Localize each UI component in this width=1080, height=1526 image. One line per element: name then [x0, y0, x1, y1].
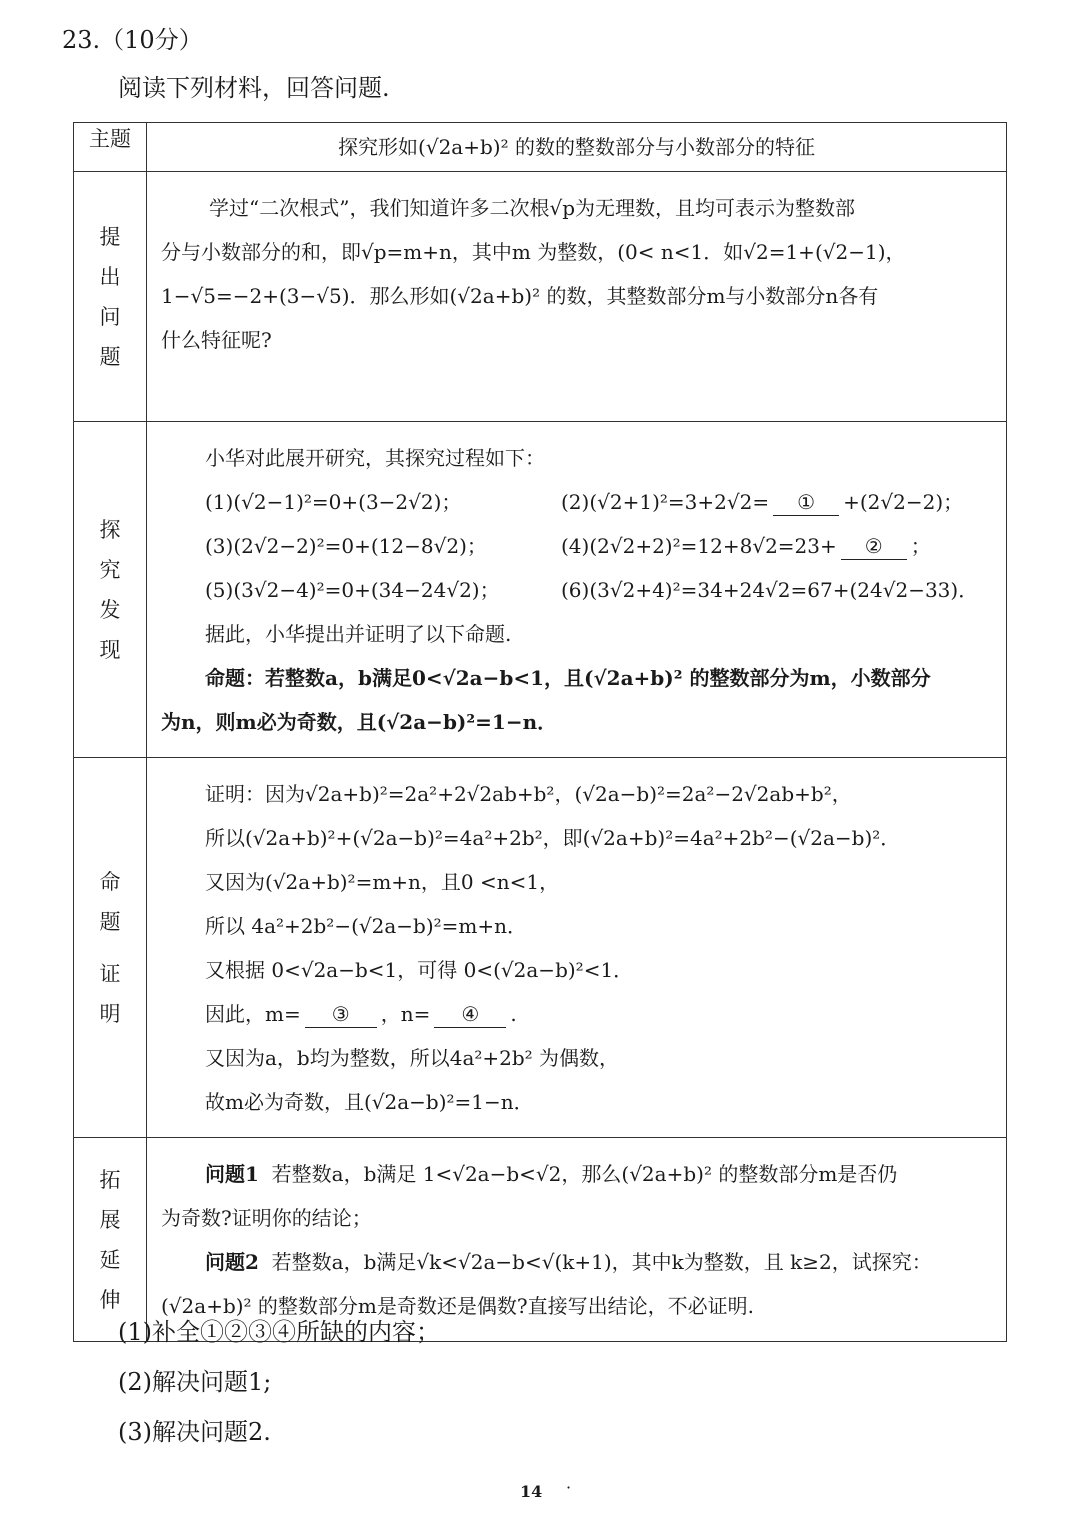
topic-label: 主题 [74, 123, 147, 172]
blank-2: ② [841, 533, 907, 560]
raise-label-char: 出 [99, 264, 121, 289]
proof-line: 故m必为奇数，且(√2a−b)²=1−n． [205, 1090, 534, 1114]
raise-line: 什么特征呢? [161, 328, 272, 352]
proof-label [74, 758, 147, 1138]
proof-line: 又根据 0<√2a−b<1，可得 0<(√2a−b)²<1． [205, 958, 634, 982]
question-2-title: 问题2 [205, 1250, 259, 1274]
question-number: 23.（10分） [62, 26, 203, 54]
raise-label-char: 提 [99, 224, 121, 249]
proposition-line: 为n，则m必为奇数，且(√2a−b)²=1−n． [161, 710, 558, 734]
explore-label [74, 422, 147, 758]
raise-row [74, 172, 1007, 422]
topic-content: 探究形如(√2a+b)² 的数的整数部分与小数部分的特征 [338, 135, 815, 159]
explore-item: (1)(√2−1)²=0+(3−2√2)； [205, 490, 462, 514]
extend-question-1: 问题1 若整数a，b满足 1<√2a−b<√2，那么(√2a+b)² 的整数部分m是否仍 [205, 1162, 898, 1186]
explore-intro: 小华对此展开研究，其探究过程如下： [205, 446, 545, 470]
blank-1: ① [773, 489, 839, 516]
explore-item: (4)(2√2+2)²=12+8√2=23+ ② ； [561, 534, 931, 558]
explore-item-row [161, 480, 992, 524]
extend-question-2: 问题2 若整数a，b满足√k<√2a−b<√(k+1)，其中k为整数，且 k≥2，试探究： [205, 1250, 932, 1274]
extend-label-char: 展 [99, 1207, 121, 1232]
extend-line: 为奇数?证明你的结论； [161, 1206, 372, 1230]
answer-item: (1)补全①②③④所缺的内容； [118, 1318, 440, 1346]
proof-line: 所以 4a²+2b²−(√2a−b)²=m+n． [205, 914, 528, 938]
page-number: 14 [520, 1482, 543, 1501]
material-table [73, 122, 1007, 1342]
blank-3: ③ [305, 1001, 377, 1028]
proposition-line: 命题：若整数a，b满足0<√2a−b<1，且(√2a+b)² 的整数部分为m，小数部分 [205, 666, 931, 690]
proof-line: 又因为a，b均为整数，所以4a²+2b² 为偶数， [205, 1046, 620, 1070]
explore-item: (6)(3√2+4)²=34+24√2=67+(24√2−33)． [561, 578, 979, 602]
raise-label-char: 题 [99, 344, 121, 369]
page-mark: · [566, 1478, 572, 1497]
explore-label-char: 发 [99, 597, 121, 622]
extend-label-char: 延 [99, 1247, 121, 1272]
proof-blanks-line: 因此，m= ③ ，n= ④ . [205, 1002, 517, 1026]
extend-label [74, 1138, 147, 1342]
raise-line: 分与小数部分的和，即√p=m+n，其中m 为整数，(0< n<1．如√2=1+(√2−1)， [161, 240, 906, 264]
proof-label-char: 证 [99, 961, 121, 986]
question-intro: 阅读下列材料，回答问题. [118, 74, 390, 102]
topic-row [74, 123, 1007, 172]
extend-line: (√2a+b)² 的整数部分m是奇数还是偶数?直接写出结论，不必证明. [161, 1294, 754, 1318]
extend-label-char: 拓 [99, 1167, 121, 1192]
answer-item: (3)解决问题2. [118, 1418, 271, 1446]
explore-item: (3)(2√2−2)²=0+(12−8√2)； [205, 534, 487, 558]
question-1-title: 问题1 [205, 1162, 259, 1186]
raise-line: 1−√5=−2+(3−√5)．那么形如(√2a+b)² 的数，其整数部分m与小数部分n各有 [161, 284, 879, 308]
proof-line: 又因为(√2a+b)²=m+n，且0 <n<1， [205, 870, 560, 894]
explore-label-char: 究 [99, 557, 121, 582]
explore-item-row [161, 568, 992, 612]
proof-line: 所以(√2a+b)²+(√2a−b)²=4a²+2b²，即(√2a+b)²=4a²+2b²−(√2a−b)²． [205, 826, 901, 850]
proof-label-char: 题 [99, 909, 121, 934]
explore-label-char: 现 [99, 637, 121, 662]
extend-row [74, 1138, 1007, 1342]
explore-item: (2)(√2+1)²=3+2√2= ① +(2√2−2)； [561, 490, 964, 514]
raise-label [74, 172, 147, 422]
proof-line: 证明：因为√2a+b)²=2a²+2√2ab+b²，(√2a−b)²=2a²−2√2ab+b²， [205, 782, 852, 806]
raise-line: 学过“二次根式”，我们知道许多二次根√p为无理数，且均可表示为整数部 [209, 196, 855, 220]
explore-item-row [161, 524, 992, 568]
proof-row [74, 758, 1007, 1138]
explore-item: (5)(3√2−4)²=0+(34−24√2)； [205, 578, 500, 602]
explore-row [74, 422, 1007, 758]
explore-label-char: 探 [99, 517, 121, 542]
blank-4: ④ [434, 1001, 506, 1028]
proof-label-char: 命 [99, 869, 121, 894]
extend-label-char: 伸 [99, 1287, 121, 1312]
proof-label-char: 明 [99, 1001, 121, 1026]
raise-label-char: 问 [99, 304, 121, 329]
explore-conclusion: 据此，小华提出并证明了以下命题. [205, 622, 512, 646]
answer-item: (2)解决问题1; [118, 1368, 272, 1396]
